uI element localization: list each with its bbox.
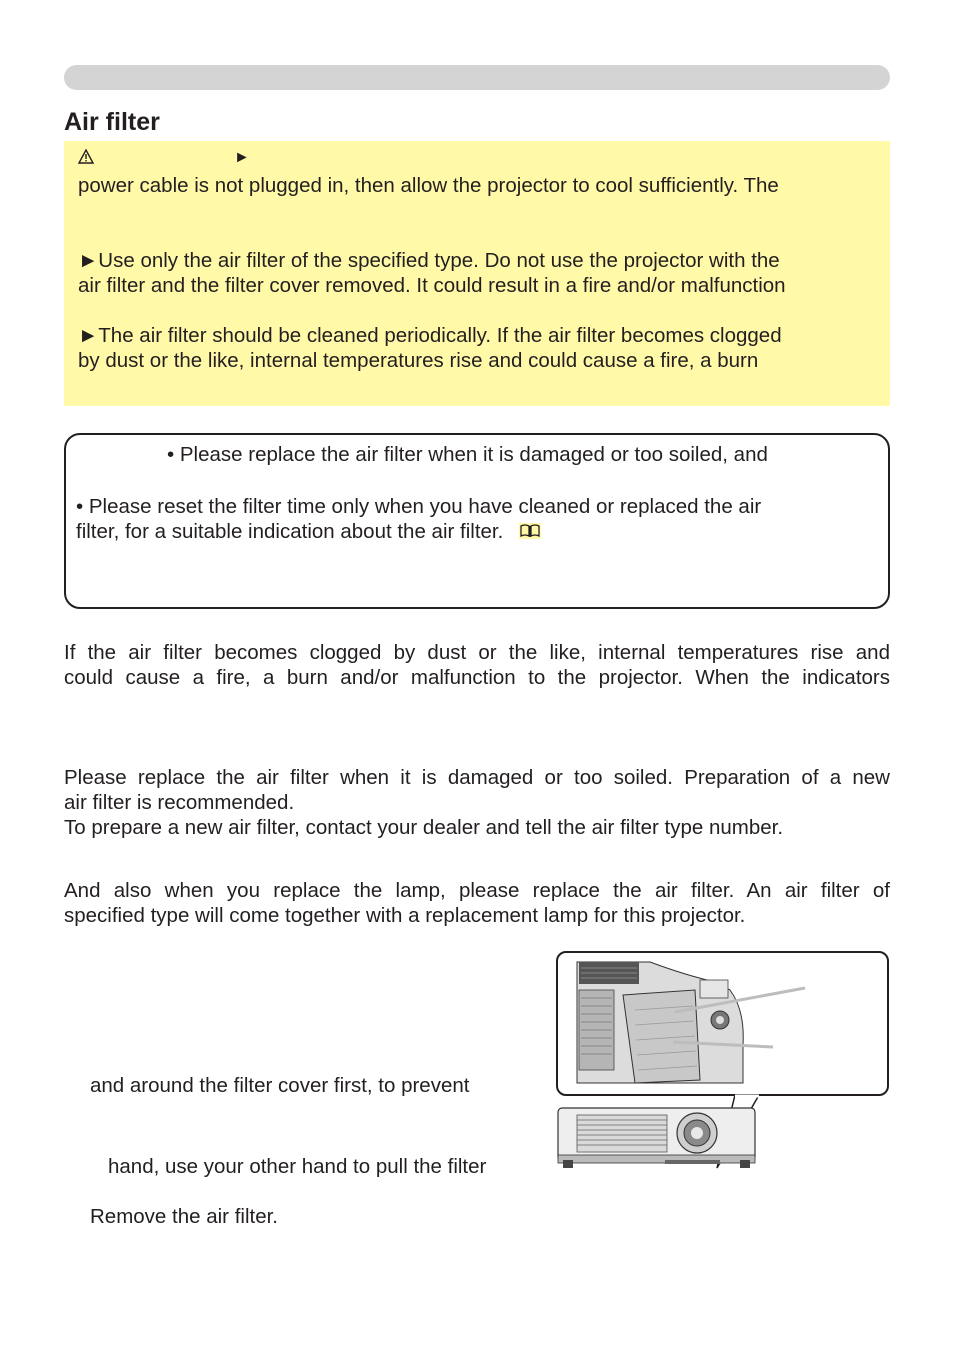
warning-line: power cable is not plugged in, then allow the projector to cool sufficiently. The [78, 174, 779, 197]
warning-triangle-icon [78, 149, 94, 164]
book-reference-icon[interactable] [519, 523, 541, 539]
step-line: and around the filter cover first, to prevent [90, 1074, 470, 1097]
warning-line: ►The air filter should be cleaned periodically. If the air filter becomes clogged [78, 324, 782, 347]
projector-front-drawing [558, 1108, 755, 1168]
body-line: Please replace the air filter when it is damaged or too soiled. Preparation of a new [64, 766, 890, 789]
projector-illustration [555, 950, 891, 1175]
note-line [76, 519, 541, 544]
warning-line: by dust or the like, internal temperatures rise and could cause a fire, a burn [78, 349, 759, 372]
header-bar [64, 65, 890, 90]
step-line: Remove the air filter. [90, 1205, 278, 1228]
warning-line: ►Use only the air filter of the specified type. Do not use the projector with the [78, 249, 780, 272]
warning-header [78, 148, 250, 168]
section-title: Air filter [64, 108, 160, 136]
body-line: If the air filter becomes clogged by dust or the like, internal temperatures rise and [64, 641, 890, 664]
body-line: And also when you replace the lamp, please replace the air filter. An air filter of [64, 879, 890, 902]
body-line: To prepare a new air filter, contact your dealer and tell the air filter type number. [64, 816, 784, 839]
body-line: specified type will come together with a replacement lamp for this projector. [64, 904, 746, 927]
note-line: • Please reset the filter time only when you have cleaned or replaced the air [76, 495, 762, 518]
body-line: could cause a fire, a burn and/or malfunction to the projector. When the indicators [64, 666, 890, 689]
body-line: air filter is recommended. [64, 791, 295, 814]
note-line: • Please replace the air filter when it is damaged or too soiled, and [167, 443, 768, 466]
warning-arrow: ► [234, 149, 250, 166]
note-line-text: filter, for a suitable indication about the air filter. [76, 520, 504, 543]
step-line: hand, use your other hand to pull the filter [108, 1155, 487, 1178]
warning-line: air filter and the filter cover removed. It could result in a fire and/or malfunction [78, 274, 786, 297]
